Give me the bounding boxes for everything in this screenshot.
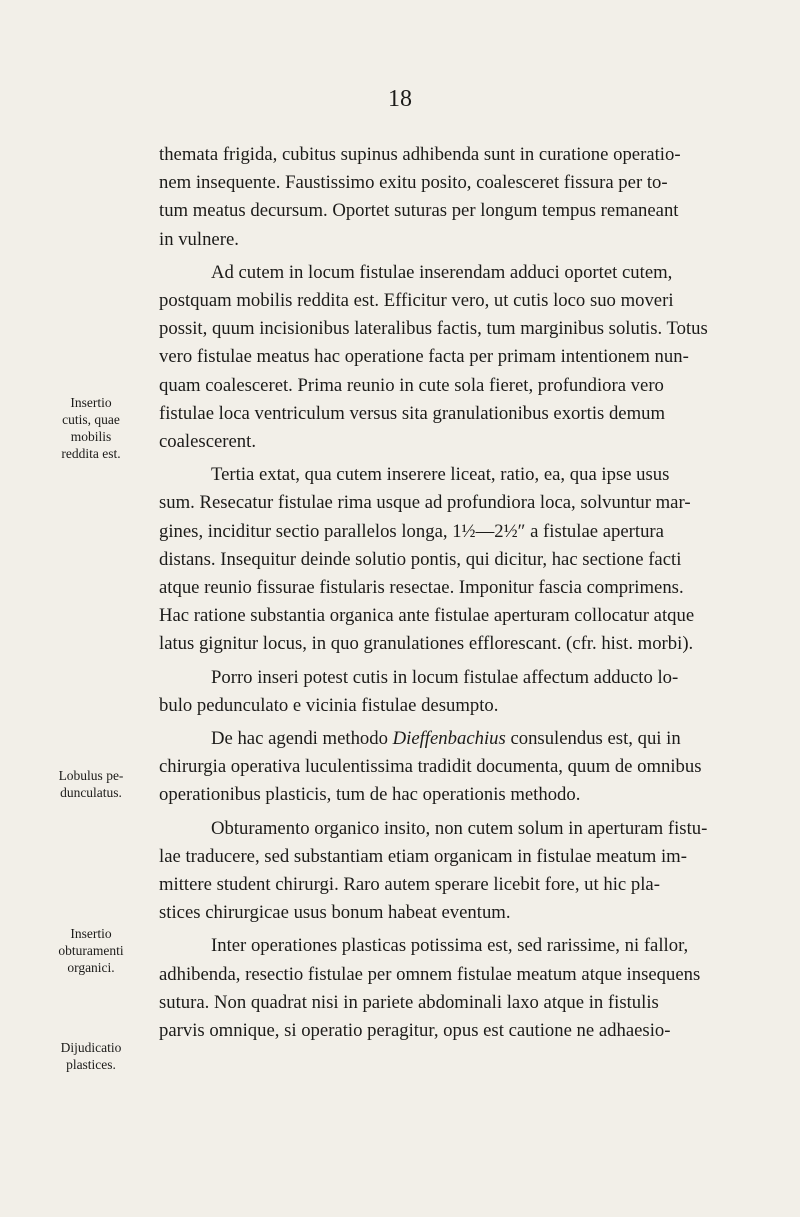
text-line: quam coalesceret. Prima reunio in cute sola fieret, profundiora vero <box>159 374 664 396</box>
paragraph <box>159 664 759 720</box>
margin-note-line: plastices. <box>66 1057 116 1072</box>
author-name: Dieffenbachius <box>392 728 506 750</box>
text-line: Inter operationes plasticas potissima est, sed rarissime, ni fallor, <box>211 935 689 957</box>
text-line: fistulae loca ventriculum versus sita granulationibus exortis demum <box>159 402 666 424</box>
text-line: lae traducere, sed substantiam etiam organicam in fistulae meatum im- <box>159 845 687 867</box>
paragraph <box>159 461 759 658</box>
text-line: Porro inseri potest cutis in locum fistulae affectum adducto lo- <box>211 666 679 688</box>
margin-note-line: Insertio <box>70 926 112 941</box>
text-line <box>159 725 759 753</box>
paragraph <box>159 932 759 1045</box>
text-line: adhibenda, resectio fistulae per omnem fistulae meatum atque insequens <box>159 963 701 985</box>
text-line: themata frigida, cubitus supinus adhibenda sunt in curatione operatio- <box>159 144 681 165</box>
text-line: coalescerent. <box>159 431 257 453</box>
margin-note-line: Dijudicatio <box>60 1040 122 1055</box>
body-text <box>159 141 759 1045</box>
text-line: gines, inciditur sectio parallelos longa, 1½—2½″ a fistulae apertura <box>159 520 664 542</box>
text-line: mittere student chirurgi. Raro autem sperare licebit fore, ut hic pla- <box>159 874 660 896</box>
text-segment: De hac agendi methodo <box>211 728 393 750</box>
text-line: operationibus plasticis, tum de hac operationis methodo. <box>159 784 581 806</box>
paragraph <box>159 725 759 810</box>
margin-note-line: mobilis <box>70 429 112 444</box>
margin-note-line: reddita est. <box>61 446 121 461</box>
paragraph <box>159 815 759 928</box>
margin-note-insertio-cutis <box>30 394 152 462</box>
text-line: sutura. Non quadrat nisi in pariete abdominali laxo atque in fistulis <box>159 991 659 1013</box>
text-line: possit, quum incisionibus lateralibus factis, tum marginibus solutis. Totus <box>159 318 708 340</box>
margin-note-line: Insertio <box>70 395 112 410</box>
text-line: Hac ratione substantia organica ante fistulae aperturam collocatur atque <box>159 605 695 627</box>
text-line: Tertia extat, qua cutem inserere liceat, ratio, ea, qua ipse usus <box>211 464 670 486</box>
margin-note-lobulus <box>30 767 152 801</box>
text-line: latus gignitur locus, in quo granulationes efflorescant. (cfr. hist. morbi). <box>159 633 694 655</box>
margin-note-line: Lobulus pe- <box>58 768 124 783</box>
text-line: Obturamento organico insito, non cutem solum in aperturam fistu- <box>211 817 708 839</box>
paragraph <box>159 259 759 456</box>
margin-note-line: dunculatus. <box>60 785 122 800</box>
margin-note-line: obturamenti <box>58 943 124 958</box>
margin-note-insertio-obturamenti <box>30 925 152 976</box>
text-segment: consulendus est, qui in <box>505 728 681 750</box>
text-line: postquam mobilis reddita est. Efficitur vero, ut cutis loco suo moveri <box>159 290 674 312</box>
text-line: parvis omnique, si operatio peragitur, opus est cautione ne adhaesio- <box>159 1020 671 1042</box>
text-line: sum. Resecatur fistulae rima usque ad profundiora loca, solvuntur mar- <box>159 492 691 514</box>
page-number: 18 <box>388 86 412 112</box>
text-line: tum meatus decursum. Oportet suturas per longum tempus remaneant <box>159 200 679 222</box>
paragraph <box>159 141 759 254</box>
text-line: nem insequente. Faustissimo exitu posito, coalesceret fissura per to- <box>159 172 668 194</box>
text-line: Ad cutem in locum fistulae inserendam adduci oportet cutem, <box>211 261 673 283</box>
text-line: in vulnere. <box>159 228 239 250</box>
text-line: stices chirurgicae usus bonum habeat eventum. <box>159 902 511 924</box>
text-line: chirurgia operativa luculentissima tradidit documenta, quum de omnibus <box>159 756 702 778</box>
text-line: atque reunio fissurae fistularis resectae. Imponitur fascia comprimens. <box>159 577 684 599</box>
margin-note-line: cutis, quae <box>62 412 120 427</box>
text-line: distans. Insequitur deinde solutio pontis, qui dicitur, hac sectione facti <box>159 548 682 570</box>
text-line: bulo pedunculato e vicinia fistulae desumpto. <box>159 694 499 716</box>
text-line: vero fistulae meatus hac operatione facta per primam intentionem nun- <box>159 346 689 368</box>
margin-note-dijudicatio <box>30 1039 152 1073</box>
margin-note-line: organici. <box>67 960 115 975</box>
